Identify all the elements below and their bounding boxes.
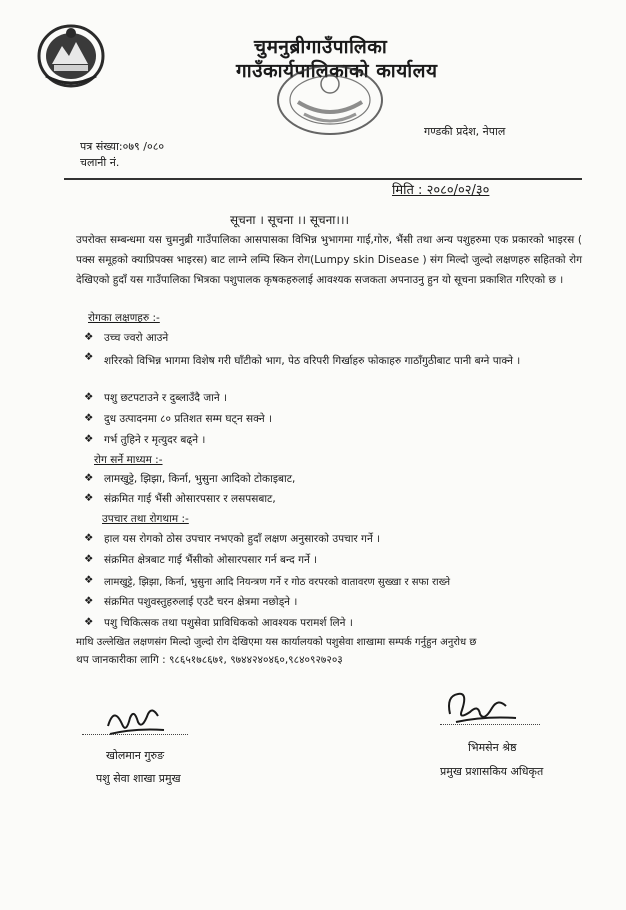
treatment-item: हाल यस रोगको ठोस उपचार नभएको हुदाँ लक्षण अनुसारको उपचार गर्ने । <box>104 533 381 545</box>
spread-item: लामखुट्टे, झिझा, किर्ना, भुसुना आदिको टोकाइबाट, <box>104 473 296 485</box>
header-divider <box>64 178 582 180</box>
office-stamp-icon <box>268 62 386 142</box>
treatment-heading: उपचार तथा रोगथाम :- <box>102 513 189 525</box>
spread-heading: रोग सर्ने माध्यम :- <box>94 454 163 466</box>
province-label: गण्डकी प्रदेश, नेपाल <box>424 125 506 138</box>
bullet-icon: ❖ <box>84 532 94 544</box>
symptom-item: दुध उत्पादनमा ८० प्रतिशत सम्म घट्न सक्ने । <box>104 413 272 425</box>
closing-line: माथि उल्लेखित लक्षणसंग मिल्दो जुल्दो रोग देखिएमा यस कार्यालयको पशुसेवा शाखामा सम्पर्क गर्नुहुन अनुरोध छ <box>76 637 477 648</box>
signatory-right-title: प्रमुख प्रशासकिय अधिकृत <box>440 765 544 778</box>
treatment-item: संक्रमित पशुवस्तुहरुलाई एउटै चरन क्षेत्रमा नछोड्ने । <box>104 596 298 608</box>
contact-line: थप जानकारीका लागि : ९८६५१७८६७१, ९७४४२४०४६०,९८४०९२७२०३ <box>76 654 343 666</box>
bullet-icon: ❖ <box>84 472 94 484</box>
treatment-item: लामखुट्टे, झिझा, किर्ना, भुसुना आदि नियन्त्रण गर्ने र गोठ वरपरको वातावरण सुख्खा र सफा राख्ने <box>104 577 451 588</box>
bullet-icon: ❖ <box>84 574 94 586</box>
notice-title: सूचना । सूचना ।। सूचना।।। <box>230 213 350 227</box>
bullet-icon: ❖ <box>84 616 94 628</box>
office-name-line2: गाउँकार्यपालिकाको कार्यालय <box>236 60 438 82</box>
bullet-icon: ❖ <box>84 433 94 445</box>
treatment-item: पशु चिकित्सक तथा पशुसेवा प्राविधिकको आवश्यक परामर्श लिने । <box>104 617 353 629</box>
symptom-item: शरिरको विभिन्न भागमा विशेष गरी घाँटीको भाग, पेठ वरिपरी गिर्खाहरु फोकाहरु गाठाँगुठीबाट पानी बग्ने पाक्ने । <box>104 355 521 367</box>
signature-left-icon <box>100 700 170 744</box>
signatory-left-name: खोलमान गुरुङ <box>106 749 165 762</box>
letter-number: पत्र संख्या:०७९ /०८० <box>80 140 165 153</box>
nepal-emblem-icon <box>36 20 106 88</box>
bullet-icon: ❖ <box>84 331 94 343</box>
symptom-item: पशु छटपटाउने र दुब्लाउँदै जाने । <box>104 392 228 404</box>
bullet-icon: ❖ <box>84 595 94 607</box>
symptom-item: उच्च ज्वरो आउने <box>104 332 169 344</box>
signature-line-left <box>82 734 188 735</box>
bullet-icon: ❖ <box>84 391 94 403</box>
signatory-left-title: पशु सेवा शाखा प्रमुख <box>96 772 181 785</box>
intro-paragraph: उपरोक्त सम्बन्धमा यस चुमनुब्री गाउँपालिका आसपासका विभिन्न भुभागमा गाई,गोरु, भैंसी तथा अन्य पशुहरुमा एक प्रकारको भाइरस ( पक्स समूहको क्याप्रिपक्स भाइरस) बाट लाग्ने लम्पि स्किन रोग(Lumpy skin Disease ) संग मिल्दो जुल्दो लक्षणहरु सहितको रोग देखिएको हुदाँ यस गाउँपालिका भित्रका पशुपालक कृषकहरुलाई आवश्यक सजकता अपनाउनु हुन यो सूचना प्रकाशित गरिएको छ । <box>76 234 582 286</box>
office-name-line1: चुमनुब्रीगाउँपालिका <box>254 36 388 58</box>
signatory-right-name: भिमसेन श्रेष्ठ <box>468 741 517 754</box>
treatment-item: संक्रमित क्षेत्रबाट गाई भैंसीको ओसारपसार गर्न बन्द गर्ने । <box>104 554 318 566</box>
symptom-item: गर्भ तुहिने र मृत्युदर बढ्ने । <box>104 434 206 446</box>
signature-line-right <box>440 724 540 725</box>
bullet-icon: ❖ <box>84 553 94 565</box>
bullet-icon: ❖ <box>84 351 94 363</box>
spread-item: संक्रमित गाई भैंसी ओसारपसार र लसपसबाट, <box>104 493 276 505</box>
dispatch-number: चलानी नं. <box>80 156 120 169</box>
symptoms-heading: रोगका लक्षणहरु :- <box>88 312 160 324</box>
date-field: मिति : २०८०/०२/३० <box>392 183 490 198</box>
bullet-icon: ❖ <box>84 492 94 504</box>
bullet-icon: ❖ <box>84 412 94 424</box>
